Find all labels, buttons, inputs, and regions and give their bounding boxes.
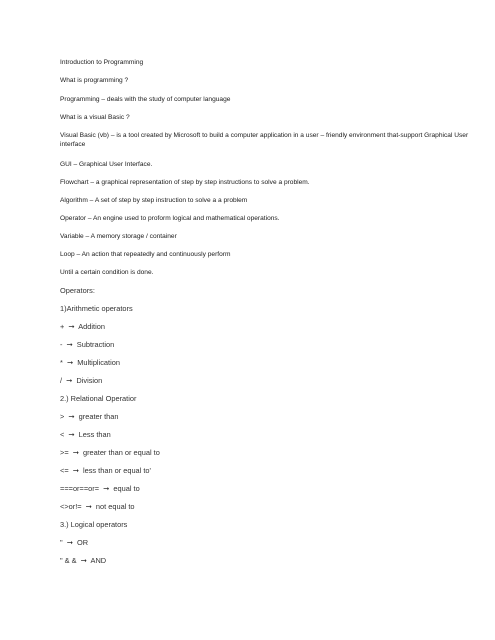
operator-label: Subtraction: [76, 340, 115, 349]
operator-label: equal to: [113, 484, 140, 493]
operator-symbol: >=: [60, 448, 69, 457]
right-arrow-icon: ➞: [103, 484, 110, 493]
operator-symbol: ===or==or=: [60, 484, 100, 493]
operator-label: AND: [90, 556, 107, 565]
operator-label: OR: [76, 538, 89, 547]
operator-label: greater than: [78, 412, 119, 421]
operator-symbol: >: [60, 412, 65, 421]
definition-visual-basic: Visual Basic (vb) – is a tool created by Microsoft to build a computer application in a user – friendly environment that-support Graphical User interface: [60, 132, 469, 148]
operator-row: [60, 449, 475, 458]
arithmetic-heading: 1)Arithmetic operators: [60, 304, 133, 313]
logical-heading: 3.) Logical operators: [60, 520, 128, 529]
definition-operator: Operator – An engine used to proform logical and mathematical operations.: [60, 215, 280, 222]
right-arrow-icon: ➞: [72, 448, 79, 457]
operator-row: [60, 431, 475, 440]
definition-programming: Programming – deals with the study of computer language: [60, 96, 231, 103]
operator-row: [60, 467, 475, 476]
right-arrow-icon: ➞: [66, 376, 73, 385]
relational-heading: 2.) Relational Operatior: [60, 394, 137, 403]
question-visual-basic: What is a visual Basic ?: [60, 114, 130, 121]
operator-row: [60, 413, 475, 422]
operator-label: greater than or equal to: [82, 448, 160, 457]
operator-row: [60, 341, 475, 350]
operator-symbol: " & &: [60, 556, 77, 565]
operator-symbol: <>or!=: [60, 502, 82, 511]
definition-algorithm: Algorithm – A set of step by step instruction to solve a a problem: [60, 197, 248, 204]
right-arrow-icon: ➞: [66, 358, 74, 367]
operators-heading: Operators:: [60, 286, 95, 295]
operator-row: [60, 557, 475, 566]
operator-symbol: /: [60, 376, 63, 385]
operator-symbol: *: [60, 358, 63, 367]
right-arrow-icon: ➞: [66, 538, 73, 547]
operator-row: [60, 359, 475, 368]
operator-label: Less than: [78, 430, 111, 439]
operator-label: Multiplication: [77, 358, 120, 367]
definition-gui: GUI – Graphical User Interface.: [60, 161, 153, 168]
definition-flowchart: Flowchart – a graphical representation of step by step instructions to solve a problem.: [60, 179, 310, 186]
operator-row: [60, 539, 475, 548]
operator-label: less than or equal to': [82, 466, 151, 475]
operator-symbol: ": [60, 538, 63, 547]
operator-label: Addition: [78, 322, 105, 331]
operator-symbol: <: [60, 430, 65, 439]
right-arrow-icon: ➞: [85, 502, 92, 511]
operator-row: [60, 323, 475, 332]
right-arrow-icon: ➞: [72, 466, 79, 475]
right-arrow-icon: ➞: [66, 340, 73, 349]
operator-symbol: +: [60, 322, 65, 331]
question-programming: What is programming ?: [60, 77, 129, 84]
operator-label: not equal to: [95, 502, 135, 511]
operator-label: Division: [76, 376, 103, 385]
operator-row: [60, 377, 475, 386]
definition-variable: Variable – A memory storage / container: [60, 233, 177, 240]
right-arrow-icon: ➞: [80, 556, 87, 565]
operator-row: [60, 485, 475, 494]
definition-loop: Loop – An action that repeatedly and continuously perform: [60, 251, 231, 258]
document-title: Introduction to Programming: [60, 59, 144, 66]
operator-symbol: <=: [60, 466, 69, 475]
right-arrow-icon: ➞: [68, 430, 75, 439]
right-arrow-icon: ➞: [68, 412, 75, 421]
until-line: Until a certain condition is done.: [60, 269, 154, 276]
right-arrow-icon: ➞: [68, 322, 75, 331]
operator-row: [60, 503, 475, 512]
operator-symbol: -: [60, 340, 63, 349]
